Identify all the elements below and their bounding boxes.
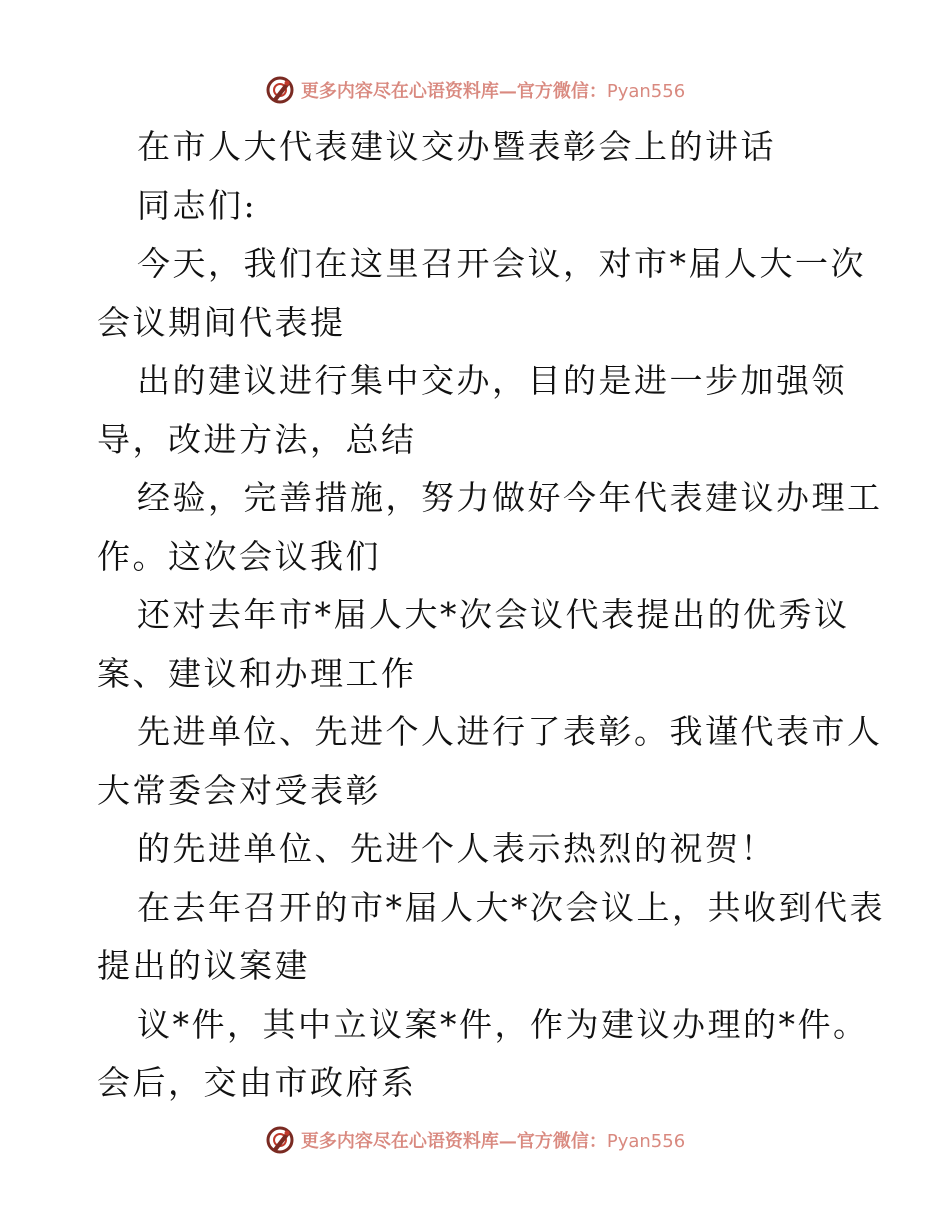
watermark-text [301,77,685,103]
text-line: 还对去年市*届人大*次会议代表提出的优秀议 [137,595,850,634]
watermark-label: 官方微信： [516,1131,607,1152]
text-line: 经验，完善措施，努力做好今年代表建议办理工 [137,478,883,517]
text-line: 会后，交由市政府系 [97,1063,417,1102]
watermark-group [265,1125,685,1155]
salutation: 同志们: [137,185,258,225]
text-line: 大常委会对受表彰 [97,770,381,810]
document-title: 在市人大代表建议交办暨表彰会上的讲话 [137,127,776,166]
text-line: 出的建议进行集中交办，目的是进一步加强领 [137,361,847,400]
brand-logo-icon [265,1125,295,1155]
header-watermark [0,70,950,110]
text-line: 今天，我们在这里召开会议，对市*届人大一次 [137,244,866,283]
text-line: 在去年召开的市*届人大*次会议上，共收到代表 [137,887,885,927]
footer-watermark [0,1120,950,1160]
watermark-group [265,75,685,105]
watermark-account: Pyan556 [606,81,686,102]
watermark-text [301,1127,685,1153]
watermark-brand: 更多内容尽在心语资料库 [300,1131,499,1152]
text-line: 的先进单位、先进个人表示热烈的祝贺！ [137,829,776,868]
text-line: 作。这次会议我们 [97,536,381,576]
watermark-dash: — [498,1131,517,1152]
text-line: 会议期间代表提 [97,302,346,342]
text-line: 导，改进方法，总结 [97,419,417,459]
text-line: 先进单位、先进个人进行了表彰。我谨代表市人 [137,712,883,751]
text-line: 案、建议和办理工作 [97,653,417,693]
watermark-account: Pyan556 [606,1131,686,1152]
watermark-brand: 更多内容尽在心语资料库 [300,81,499,102]
watermark-dash: — [498,81,517,102]
watermark-label: 官方微信： [516,81,607,102]
text-line: 议*件，其中立议案*件，作为建议办理的*件。 [137,1004,869,1044]
brand-logo-icon [265,75,295,105]
text-line: 提出的议案建 [97,946,310,985]
document-body [97,118,885,1113]
